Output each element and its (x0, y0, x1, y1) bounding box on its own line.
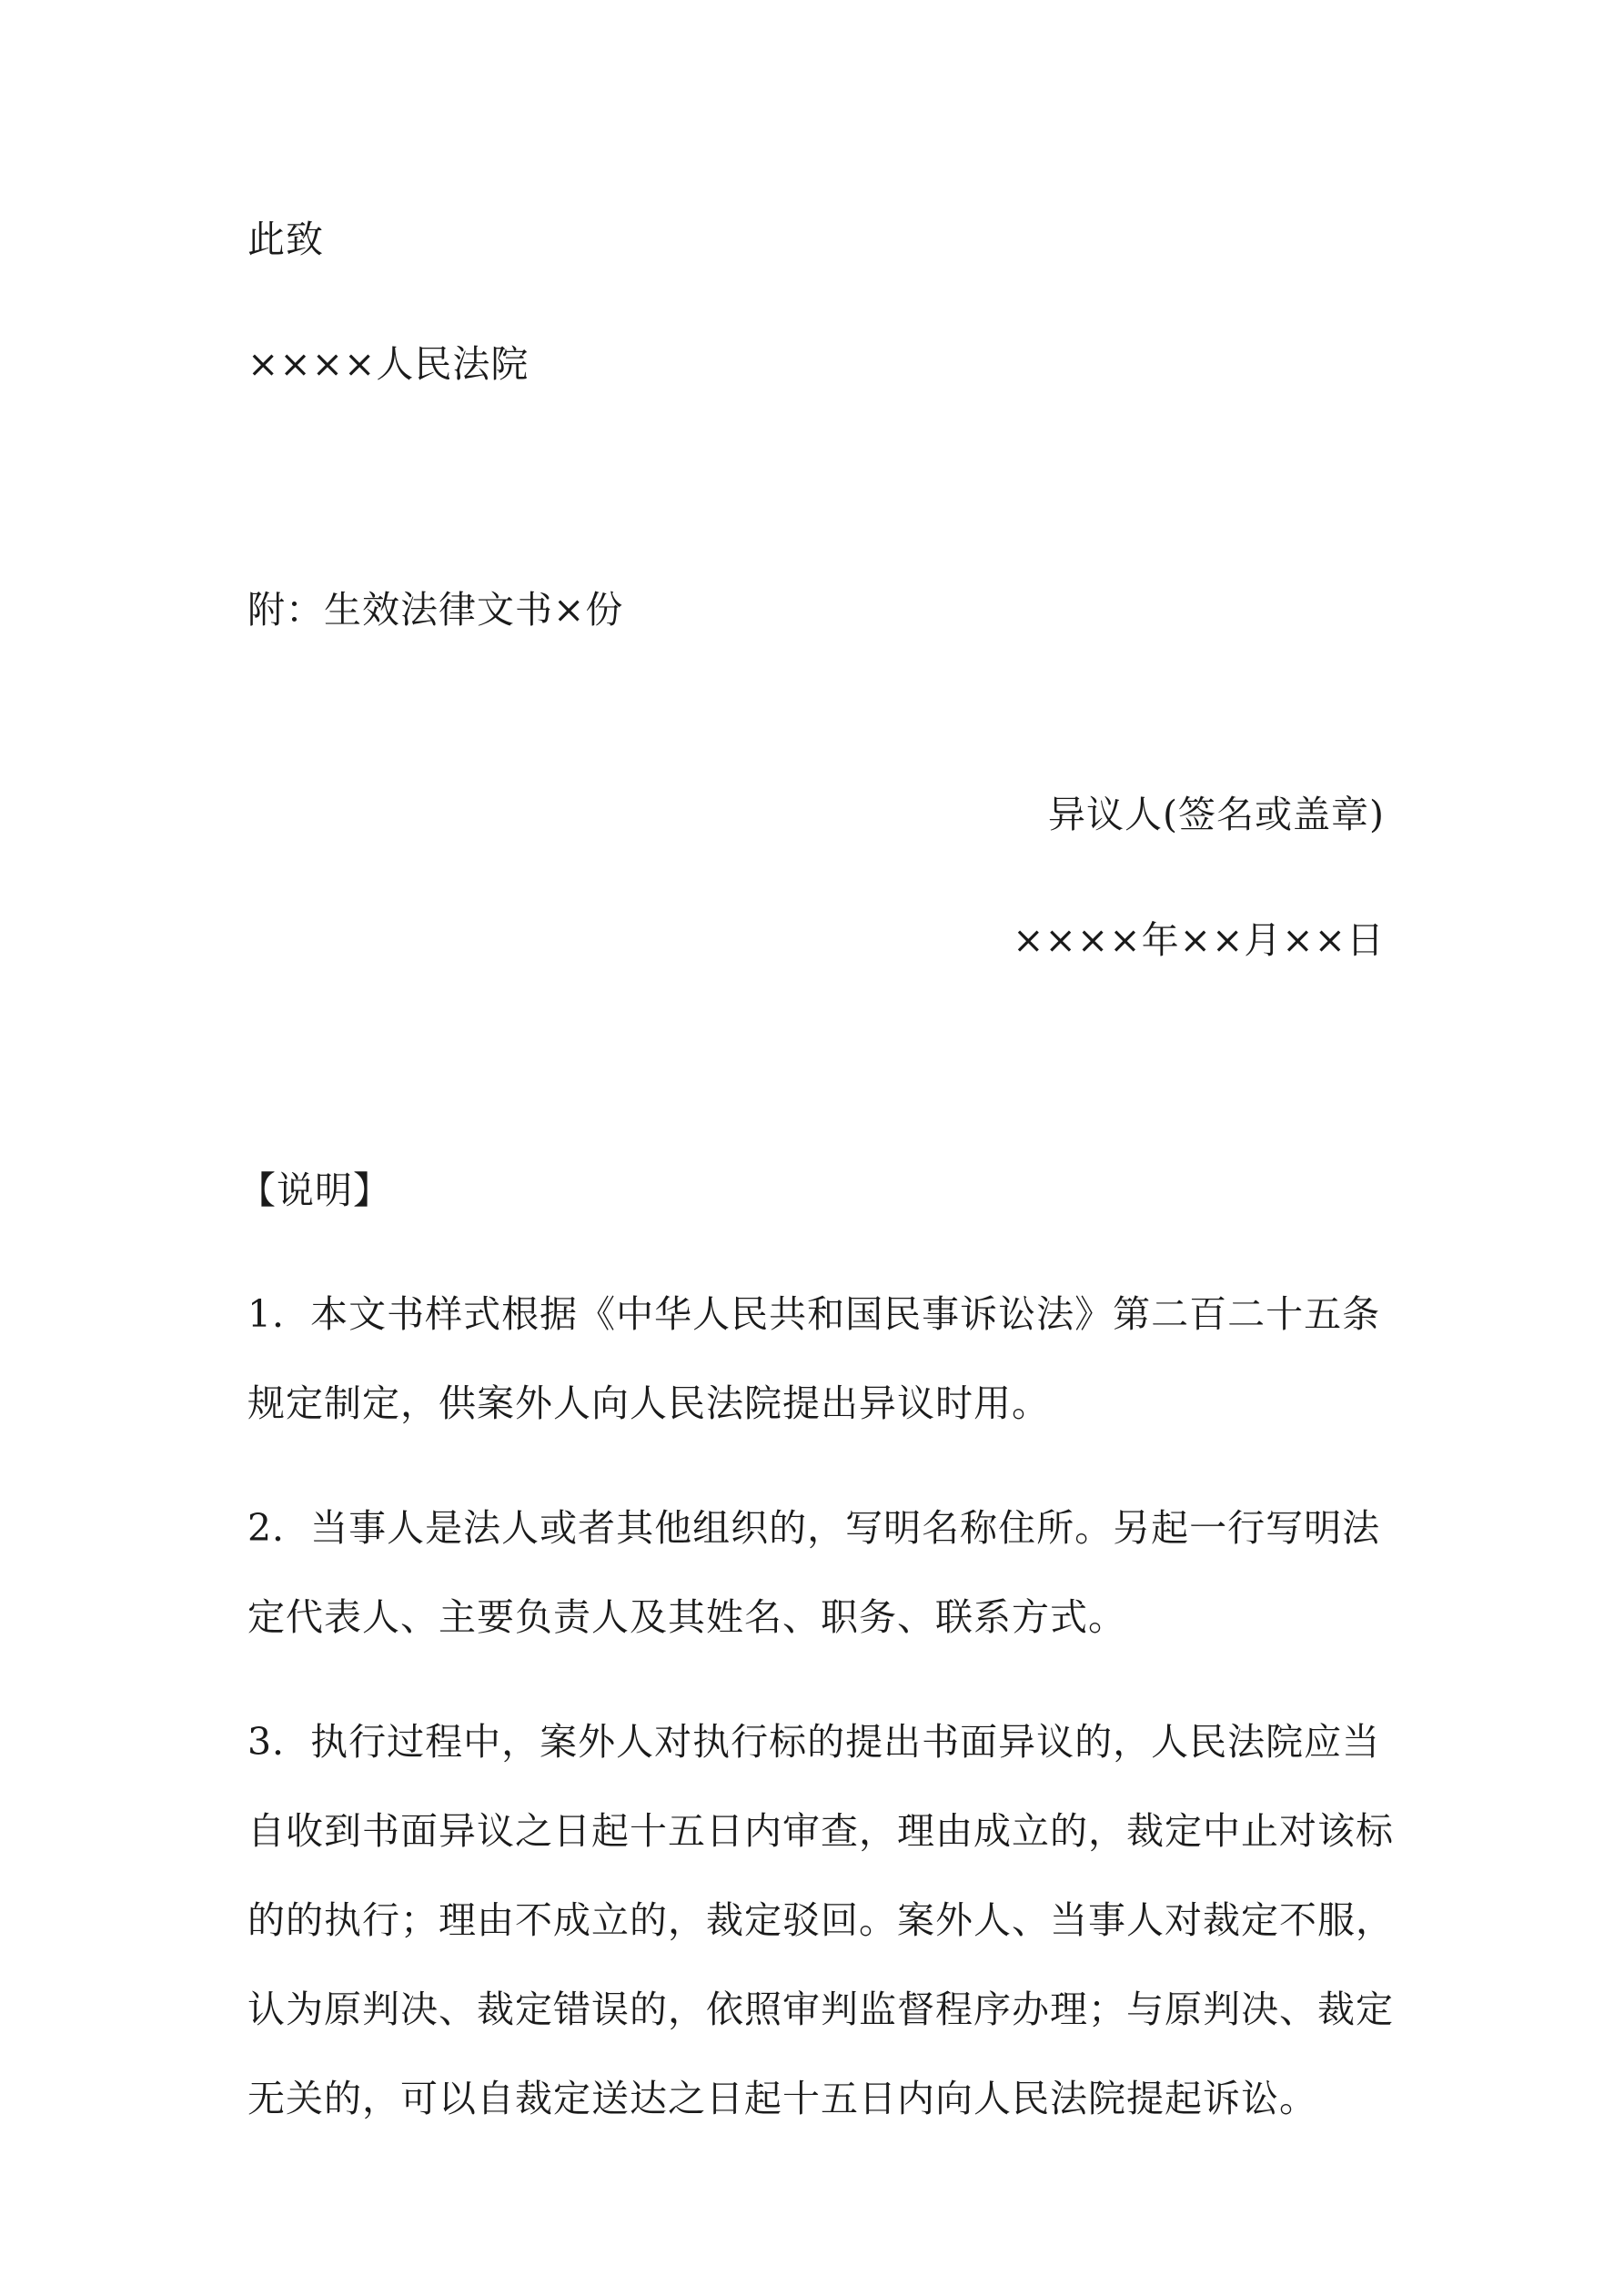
note-3-line-4: 认为原判决、裁定错误的，依照审判监督程序办理；与原判决、裁定 (247, 1988, 1394, 2031)
date-line: ××××年××月××日 (1013, 918, 1385, 962)
attachment-line: 附：生效法律文书×份 (247, 588, 624, 632)
signature-line: 异议人(签名或盖章) (1048, 793, 1385, 836)
note-1-line-1: 1．本文书样式根据《中华人民共和国民事诉讼法》第二百二十五条 (247, 1292, 1381, 1336)
note-3-line-1: 3．执行过程中，案外人对执行标的提出书面异议的，人民法院应当 (247, 1720, 1381, 1764)
notes-heading: 【说明】 (238, 1168, 391, 1212)
note-item-2 (247, 1483, 1394, 1662)
note-2-line-1: 2．当事人是法人或者其他组织的，写明名称住所。另起一行写明法 (247, 1506, 1381, 1550)
salutation: 此致 (247, 217, 324, 261)
note-2-line-2: 定代表人、主要负责人及其姓名、职务、联系方式。 (247, 1595, 1126, 1639)
note-item-1 (247, 1269, 1394, 1448)
note-1-line-2: 规定制定，供案外人向人民法院提出异议时用。 (247, 1381, 1050, 1425)
note-item-3 (247, 1697, 1394, 2143)
note-3-line-5: 无关的，可以自裁定送达之日起十五日内向人民法院提起诉讼。 (247, 2077, 1317, 2120)
note-3-line-2: 自收到书面异议之日起十五日内审查，理由成立的，裁定中止对该标 (247, 1809, 1394, 1853)
note-3-line-3: 的的执行；理由不成立的，裁定驳回。案外人、当事人对裁定不服， (247, 1898, 1394, 1942)
court-name: ××××人民法院 (247, 342, 530, 386)
